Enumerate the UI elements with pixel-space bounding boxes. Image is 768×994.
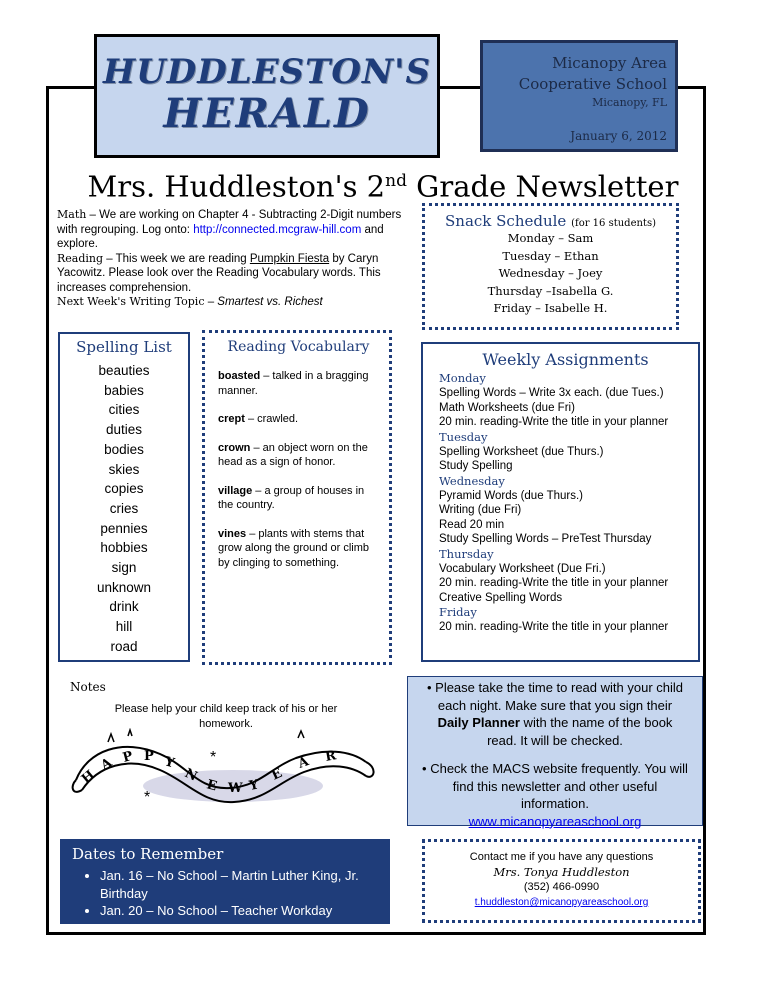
banner-letter: W [228, 781, 243, 796]
assignment-item: Study Spelling [439, 460, 513, 472]
banner-letter: R [324, 748, 338, 765]
spelling-word: bodies [104, 441, 144, 457]
banner-confetti [108, 730, 304, 742]
masthead-line2: HERALD [163, 90, 371, 137]
day-heading-thursday: Thursday [439, 546, 494, 561]
contact-email-link[interactable]: t.huddleston@micanopyareaschool.org [474, 897, 649, 908]
contact-box [422, 839, 701, 923]
vocab-definition: – crawled. [244, 413, 299, 425]
snack-schedule-box [422, 203, 679, 330]
vocab-word: crept [218, 413, 245, 425]
assignment-item: Spelling Worksheet (due Thurs.) [439, 445, 604, 458]
vocab-definition: – plants with stems that grow along the ground or climb by clinging to something. [218, 527, 370, 569]
reminder-text: • Please take the time to read with your child each night. Make sure that you sign their [426, 680, 683, 713]
spelling-word: unknown [96, 579, 152, 595]
intro-section [57, 208, 409, 310]
snack-item: Monday – Sam [507, 231, 594, 245]
banner-letter: P [144, 749, 154, 764]
assignment-item: Read 20 min [439, 518, 505, 531]
writing-dash: – [204, 296, 218, 308]
day-heading-monday: Monday [439, 371, 486, 385]
banner-letter: P [121, 748, 135, 766]
spelling-word: drink [109, 599, 139, 615]
assignment-item: Pyramid Words (due Thurs.) [439, 489, 584, 502]
vocab-word: boasted [218, 370, 261, 382]
reminder-text: with the name of the book read. It will be checked. [487, 715, 673, 748]
banner-curl-right [366, 762, 374, 777]
banner-letter: Y [162, 754, 176, 772]
date-item: • Jan. 16 – No School – Martin Luther King, Jr. Birthday [100, 867, 380, 902]
math-after: and explore. [57, 223, 384, 250]
weekly-title: Weekly Assignments [482, 350, 649, 369]
reading-book-title: Pumpkin Fiesta [249, 252, 330, 265]
dates-title: Dates to Remember [72, 845, 224, 863]
day-heading-tuesday: Tuesday [439, 429, 488, 444]
spelling-word: cities [108, 402, 140, 418]
newsletter-title [48, 158, 718, 210]
vocab-entry [218, 527, 379, 571]
assignment-item: Vocabulary Worksheet (Due Fri.) [439, 562, 606, 575]
banner-letter: N [182, 766, 200, 785]
writing-paragraph [57, 295, 409, 310]
spelling-word: pennies [100, 520, 148, 536]
vocab-entry [218, 369, 379, 398]
snack-title [425, 212, 676, 230]
reading-label: Reading [57, 251, 104, 265]
spelling-word: copies [104, 481, 144, 497]
happy-new-year-banner [68, 728, 378, 813]
assignment-item: Study Spelling Words – PreTest Thursday [439, 533, 652, 545]
confetti-star-icon: * [144, 789, 151, 806]
assignment-item: 20 min. reading-Write the title in your planner [439, 577, 669, 589]
writing-label: Next Week's Writing Topic [57, 295, 205, 308]
confetti-star-icon: * [210, 749, 217, 766]
day-heading-friday: Friday [439, 605, 477, 619]
spelling-word: duties [105, 422, 143, 438]
school-location: Micanopy, FL [592, 96, 667, 109]
contact-name: Mrs. Tonya Huddleston [493, 865, 630, 879]
reminder-website [408, 760, 702, 830]
assignment-item: 20 min. reading-Write the title in your planner [439, 621, 669, 633]
banner-letter: E [204, 777, 219, 795]
vocab-word: crown [218, 441, 251, 454]
notes-title: Notes [70, 680, 106, 694]
assignment-item: Math Worksheets (due Fri) [439, 401, 575, 414]
vocab-title: Reading Vocabulary [227, 339, 370, 355]
reading-after: by Caryn Yacowitz. Please look over the Reading Vocabulary words. This increases comprehension. [57, 252, 381, 294]
math-paragraph [57, 208, 409, 252]
reading-vocabulary-box [202, 330, 392, 665]
vocab-word: vines [218, 527, 247, 540]
spelling-title: Spelling List [76, 338, 172, 356]
reminder-read-nightly [408, 679, 702, 749]
contact-intro: Contact me if you have any questions [469, 851, 654, 863]
vocab-definition: – an object worn on the head as a sign of honor. [218, 441, 368, 468]
spelling-word: cries [109, 500, 139, 516]
vocab-word: village [218, 484, 253, 497]
vocab-definition: – talked in a bragging manner. [218, 370, 369, 397]
snack-item: Tuesday – Ethan [502, 248, 599, 263]
math-text: – We are working on Chapter 4 - Subtracting 2-Digit numbers with regrouping. Log onto: [57, 209, 402, 236]
reminders-box [407, 676, 703, 829]
banner-letter: A [296, 754, 311, 772]
dates-list [72, 867, 380, 920]
snack-item: Wednesday – Joey [498, 266, 603, 280]
assignment-item: Creative Spelling Words [439, 591, 563, 604]
day-heading-wednesday: Wednesday [439, 473, 505, 488]
school-info-box [480, 40, 678, 152]
snack-item: Thursday –Isabella G. [487, 283, 614, 298]
spelling-word: road [110, 638, 138, 654]
snack-title-text: Snack Schedule [445, 212, 567, 230]
daily-planner-label: Daily Planner [437, 715, 520, 730]
spelling-word: skies [108, 461, 140, 477]
masthead [94, 34, 440, 158]
math-label: Math [57, 208, 87, 221]
reminder-text: • Check the MACS website frequently. You will find this newsletter and other useful information. [422, 761, 688, 811]
banner-curl-left [73, 780, 82, 792]
vocab-definition: – a group of houses in the country. [218, 484, 365, 511]
spelling-word: hill [115, 619, 133, 635]
banner-letter: Y [248, 777, 260, 794]
banner-letter: H [78, 767, 98, 788]
assignment-item: Spelling Words – Write 3x each. (due Tues.) [439, 387, 664, 399]
issue-date: January 6, 2012 [570, 129, 667, 143]
vocab-entry [218, 484, 379, 513]
notes-text: Please help your child keep track of his or her homework. [114, 703, 338, 730]
vocab-entry [218, 441, 379, 470]
weekly-assignments-box [421, 342, 700, 662]
contact-phone: (352) 466-0990 [523, 881, 600, 893]
writing-topic: Smartest vs. Richest [217, 296, 323, 308]
spelling-word: beauties [98, 363, 150, 378]
title-superscript: nd [385, 171, 407, 191]
snack-note: (for 16 students) [571, 218, 656, 229]
school-name-line2: Cooperative School [518, 75, 667, 93]
school-website-link[interactable]: www.micanopyareaschool.org [468, 813, 642, 829]
banner-letter: E [269, 765, 285, 784]
reading-paragraph [57, 252, 409, 296]
masthead-line1: HUDDLESTON'S [102, 52, 432, 92]
date-item: • Jan. 20 – No School – Teacher Workday [100, 902, 380, 920]
snack-item: Friday – Isabelle H. [493, 301, 608, 315]
vocab-entry [218, 412, 379, 427]
school-name-line1: Micanopy Area [552, 54, 667, 72]
spelling-word: sign [111, 560, 137, 576]
title-before: Mrs. Huddleston's 2 [87, 169, 386, 204]
title-after: Grade Newsletter [406, 169, 679, 204]
spelling-word: hobbies [100, 540, 148, 556]
spelling-list-box [58, 332, 190, 662]
banner-letter: A [98, 755, 115, 774]
assignment-item: 20 min. reading-Write the title in your planner [439, 416, 669, 428]
spelling-word: babies [104, 382, 144, 398]
assignment-item: Writing (due Fri) [439, 504, 522, 516]
reading-text: – This week we are reading [103, 252, 250, 265]
mcgraw-hill-link[interactable]: http://connected.mcgraw-hill.com [193, 223, 362, 236]
dates-to-remember-box [60, 839, 390, 924]
